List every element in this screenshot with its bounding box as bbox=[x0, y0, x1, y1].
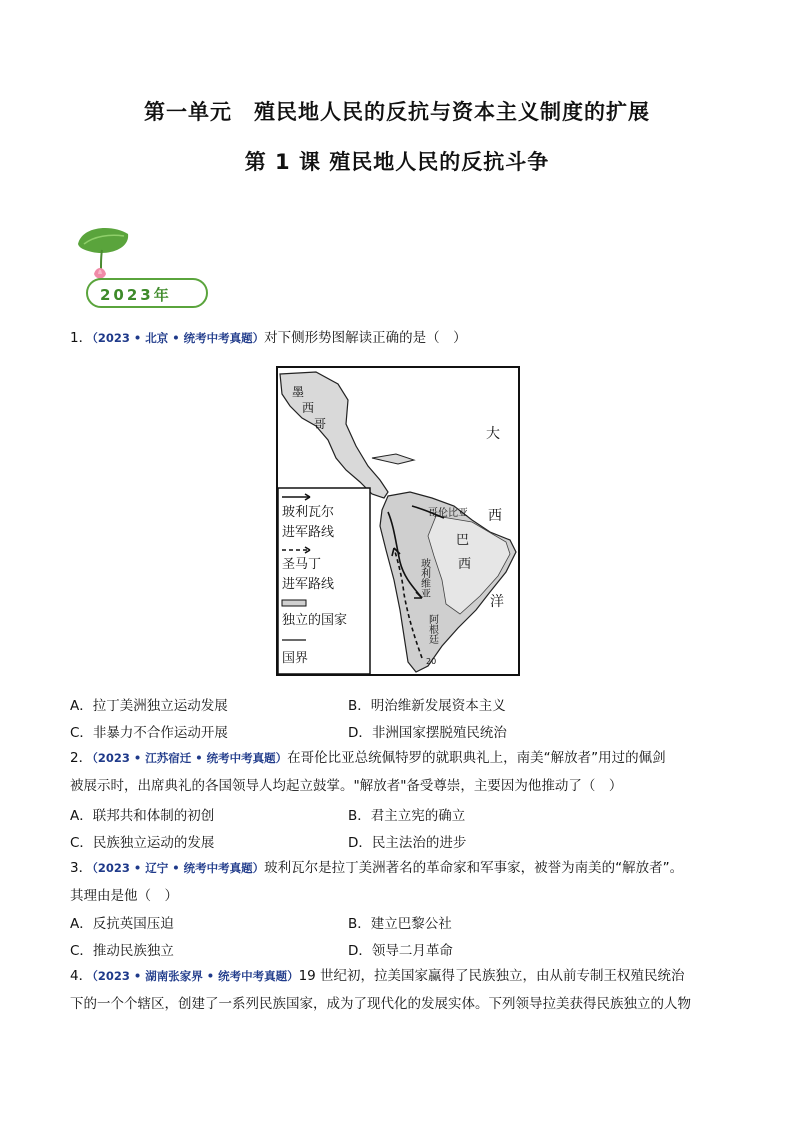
label-bolivia: 玻利维亚 bbox=[418, 558, 430, 598]
question-stem-line1: 19 世纪初，拉美国家赢得了民族独立，由从前专制王权殖民统治 bbox=[298, 968, 685, 984]
q2-option-a[interactable]: A．联邦共和体制的初创 bbox=[70, 808, 215, 824]
question-source: （2023 • 湖南张家界 • 统考中考真题） bbox=[92, 969, 299, 983]
question-1 bbox=[70, 328, 735, 348]
legend-sanmartin-2: 进军路线 bbox=[282, 577, 335, 592]
question-number: 1． bbox=[70, 330, 93, 346]
question-2 bbox=[70, 748, 735, 768]
q1-option-a[interactable]: A．拉丁美洲独立运动发展 bbox=[70, 698, 228, 714]
label-atlantic-3: 洋 bbox=[490, 594, 504, 610]
label-latitude: 20 bbox=[426, 657, 437, 666]
legend-bolivar-2: 进军路线 bbox=[282, 525, 335, 540]
question-source: （2023 • 北京 • 统考中考真题） bbox=[92, 331, 265, 345]
label-brazil-2: 西 bbox=[458, 557, 472, 572]
label-mexico-1: 墨 bbox=[292, 385, 305, 399]
q1-option-b[interactable]: B．明治维新发展资本主义 bbox=[348, 698, 506, 714]
question-number: 4． bbox=[70, 968, 93, 984]
question-4-line2: 下的一个个辖区，创建了一系列民族国家，成为了现代化的发展实体。下列领导拉美获得民族独立的人物 bbox=[70, 996, 691, 1012]
question-3 bbox=[70, 858, 735, 878]
legend-independent: 独立的国家 bbox=[282, 613, 348, 628]
latin-america-map bbox=[276, 366, 520, 676]
question-4 bbox=[70, 966, 735, 986]
question-stem-line1: 玻利瓦尔是拉丁美洲著名的革命家和军事家，被誉为南美的“解放者”。 bbox=[264, 860, 684, 876]
q3-option-b[interactable]: B．建立巴黎公社 bbox=[348, 916, 452, 932]
label-argentina: 阿根廷 bbox=[426, 614, 438, 644]
q1-option-d[interactable]: D．非洲国家摆脱殖民统治 bbox=[348, 725, 507, 741]
q3-option-a[interactable]: A．反抗英国压迫 bbox=[70, 916, 174, 932]
label-brazil-1: 巴 bbox=[456, 533, 470, 548]
q2-option-d[interactable]: D．民主法治的进步 bbox=[348, 835, 467, 851]
q2-option-c[interactable]: C．民族独立运动的发展 bbox=[70, 835, 215, 851]
unit-title: 第一单元 殖民地人民的反抗与资本主义制度的扩展 bbox=[144, 100, 650, 124]
q3-option-c[interactable]: C．推动民族独立 bbox=[70, 943, 174, 959]
label-colombia: 哥伦比亚 bbox=[428, 508, 468, 519]
year-label: 2023年 bbox=[100, 286, 172, 304]
label-mexico-3: 哥 bbox=[314, 417, 327, 431]
legend-border: 国界 bbox=[282, 651, 309, 666]
question-number: 3． bbox=[70, 860, 93, 876]
label-atlantic-1: 大 bbox=[486, 426, 500, 442]
legend-bolivar-1: 玻利瓦尔 bbox=[282, 505, 335, 520]
lesson-title: 第 1 课 殖民地人民的反抗斗争 bbox=[244, 150, 550, 174]
q1-option-c[interactable]: C．非暴力不合作运动开展 bbox=[70, 725, 228, 741]
question-3-line2: 其理由是他（ ） bbox=[70, 888, 178, 904]
label-atlantic-2: 西 bbox=[488, 508, 502, 524]
label-mexico-2: 西 bbox=[302, 401, 315, 415]
q3-option-d[interactable]: D．领导二月革命 bbox=[348, 943, 453, 959]
question-source: （2023 • 江苏宿迁 • 统考中考真题） bbox=[92, 751, 288, 765]
question-stem-line1: 在哥伦比亚总统佩特罗的就职典礼上，南美“解放者”用过的佩剑 bbox=[287, 750, 666, 766]
legend-sanmartin-1: 圣马丁 bbox=[282, 557, 322, 572]
question-stem: 对下侧形势图解读正确的是（ ） bbox=[264, 330, 467, 346]
q2-option-b[interactable]: B．君主立宪的确立 bbox=[348, 808, 466, 824]
question-source: （2023 • 辽宁 • 统考中考真题） bbox=[92, 861, 265, 875]
question-2-line2: 被展示时，出席典礼的各国领导人均起立鼓掌。"解放者"备受尊崇，主要因为他推动了（ ） bbox=[70, 778, 623, 794]
question-number: 2． bbox=[70, 750, 93, 766]
